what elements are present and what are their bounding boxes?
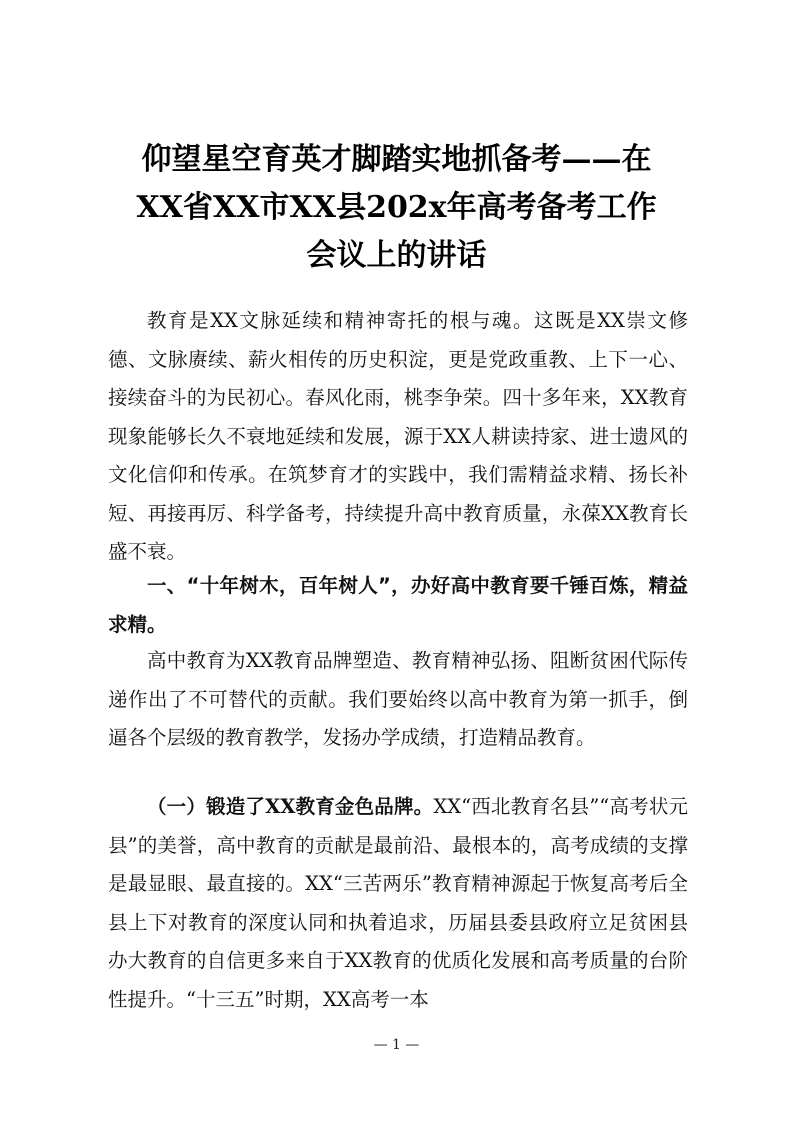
title-line-3: 会议上的讲话 (306, 238, 487, 273)
document-title (100, 136, 693, 280)
paragraph-intro: 教育是XX文脉延续和精神寄托的根与魂。这既是XX崇文修德、文脉赓续、薪火相传的历史积淀，更是党政重教、上下一心、接续奋斗的为民初心。春风化雨，桃李争荣。四十多年来，XX教育现象能够长久不衰地延续和发展，源于XX人耕读持家、进士遗风的文化信仰和传承。在筑梦育才的实践中，我们需精益求精、扬长补短、再接再厉、科学备考，持续提升高中教育质量，永葆XX教育长盛不衰。 (108, 309, 688, 563)
title-line-1: 仰望星空育英才脚踏实地抓备考——在 (141, 142, 652, 177)
subsection-heading-1: （一）锻造了XX教育金色品牌。 (147, 795, 434, 818)
paragraph-section-1: 高中教育为XX教育品牌塑造、教育精神弘扬、阻断贫困代际传递作出了不可替代的贡献。我们要始终以高中教育为第一抓手，倒逼各个层级的教育教学，发扬办学成绩，打造精品教育。 (108, 649, 688, 749)
title-line-2: XX省XX市XX县202x年高考备考工作 (136, 190, 657, 225)
page-number: — 1 — (373, 1037, 420, 1053)
paragraph-subsection-1 (108, 788, 688, 1019)
subsection-body-1: XX“西北教育名县”“高考状元县”的美誉，高中教育的贡献是最前沿、最根本的，高考成绩的支撑是最显眼、最直接的。XX“三苦两乐”教育精神源起于恢复高考后全县上下对教育的深度认同和执着追求，历届县委县政府立足贫困县办大教育的自信更多来自于XX教育的优质化发展和高考质量的台阶性提升。“十三五”时期，XX高考一本 (108, 795, 689, 1011)
section-heading-1: 一、“十年树木，百年树人”，办好高中教育要千锤百炼，精益求精。 (108, 574, 688, 636)
